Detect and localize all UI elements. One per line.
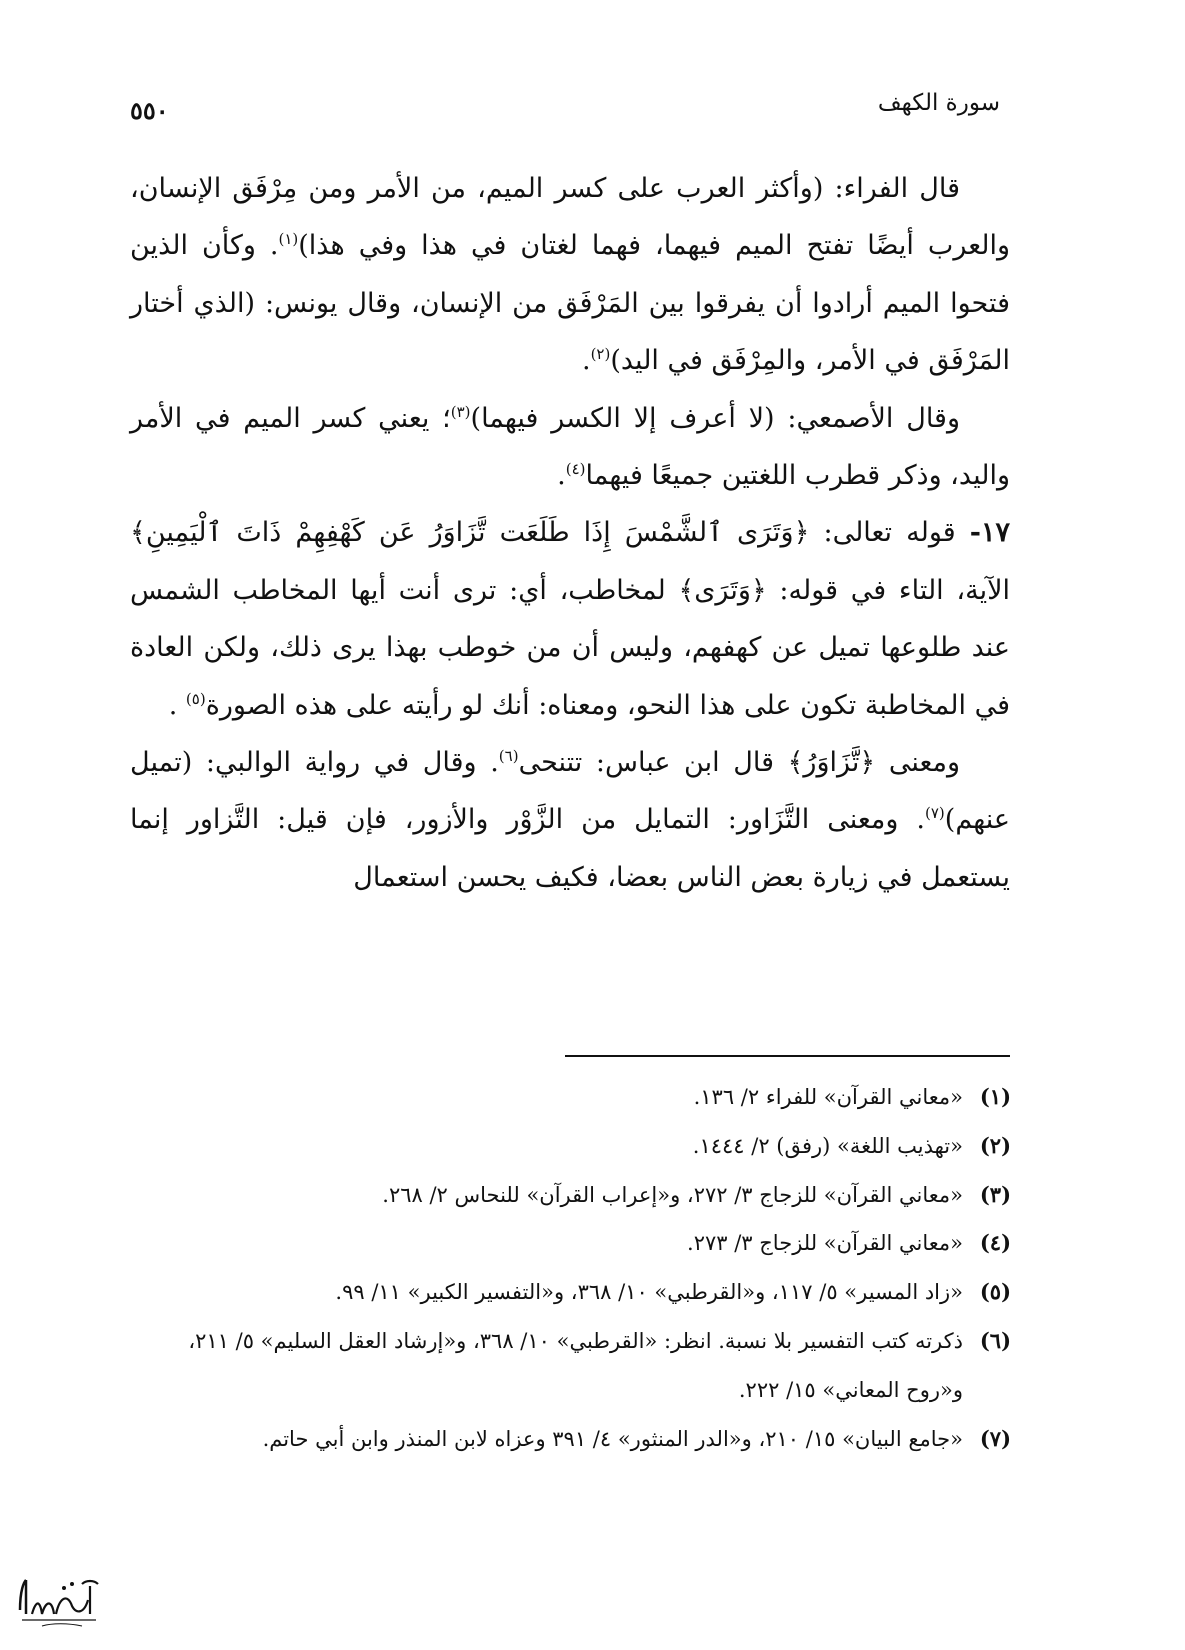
main-text <box>130 160 1010 906</box>
paragraph-2-part-3: . <box>557 460 566 492</box>
footnote-number: (٦) <box>979 1327 1011 1353</box>
footnote-ref-7: (٧) <box>925 804 945 823</box>
footnote-ref-2: (٢) <box>590 345 611 364</box>
footnote-ref-6: (٦) <box>498 747 519 766</box>
calligraphy-logo-icon <box>12 1570 104 1632</box>
footnote-6 <box>125 1317 1013 1415</box>
paragraph-1-part-3: . <box>581 345 591 377</box>
footnote-text: «معاني القرآن» للزجاج ٣/ ٢٧٣. <box>687 1231 963 1256</box>
paragraph-2-part-1: وقال الأصمعي: (لا أعرف إلا الكسر فيهما) <box>470 402 961 434</box>
footnote-ref-5: (٥) <box>185 689 206 708</box>
footnote-text: «معاني القرآن» للفراء ٢/ ١٣٦. <box>693 1085 963 1109</box>
footnotes <box>125 1073 1013 1463</box>
footnote-text: «زاد المسير» ٥/ ١١٧، و«القرطبي» ١٠/ ٣٦٨، و«التفسير الكبير» ١١/ ٩٩. <box>335 1280 963 1305</box>
footnote-3 <box>125 1171 1013 1220</box>
footnote-4 <box>125 1219 1013 1268</box>
footnote-number: (٥) <box>979 1279 1011 1305</box>
footnote-number: (١) <box>979 1084 1011 1109</box>
footnote-number: (٢) <box>979 1132 1011 1158</box>
paragraph-1-part-1: قال الفراء: (وأكثر العرب على كسر الميم، من الأمر ومن مِرْفَق الإنسان، والعرب أيضًا تفتح الميم فيهما، فهما لغتان في هذا وفي هذا) <box>130 173 1011 262</box>
footnote-text: «معاني القرآن» للزجاج ٣/ ٢٧٢، و«إعراب القرآن» للنحاس ٢/ ٢٦٨. <box>382 1182 963 1207</box>
verse-number: ١٧- <box>969 517 1010 549</box>
paragraph-4-part-2: . وقال في رواية الوالبي: (تميل عنهم) <box>130 747 1010 836</box>
paragraph-4-part-1: ومعنى ﴿تَّزَاوَرُ﴾ قال ابن عباس: تتنحى <box>518 747 960 779</box>
footnote-ref-1: (١) <box>278 230 299 249</box>
paragraph-3 <box>130 504 1010 734</box>
footnote-number: (٤) <box>979 1230 1011 1256</box>
paragraph-3-part-1: قوله تعالى: ﴿وَتَرَى ٱلشَّمْسَ إِذَا طَلَعَت تَّزَاوَرُ عَن كَهْفِهِمْ ذَاتَ ٱلْيَمِينِ﴾ الآية، التاء في قوله: ﴿وَتَرَى﴾ لمخاطب، أي: ترى أنت أيها المخاطب الشمس عند طلوعها تميل عن كهفهم، وليس أن من خوطب بهذا يرى ذلك، ولكن العادة في المخاطبة تكون على هذا النحو، ومعناه: أنك لو رأيته على هذه الصورة <box>130 517 1010 721</box>
footnote-text: «جامع البيان» ١٥/ ٢١٠، و«الدر المنثور» ٤/ ٣٩١ وعزاه لابن المنذر وابن أبي حاتم. <box>262 1426 963 1451</box>
paragraph-1 <box>130 160 1010 390</box>
footnote-text: ذكرته كتب التفسير بلا نسبة. انظر: «القرطبي» ١٠/ ٣٦٨، و«إرشاد العقل السليم» ٥/ ٢١١، و«روح المعاني» ١٥/ ٢٢٢. <box>188 1328 963 1402</box>
footnote-5 <box>125 1268 1013 1317</box>
footnote-ref-3: (٣) <box>450 402 471 421</box>
running-header <box>130 82 1010 132</box>
footnote-text: «تهذيب اللغة» (رفق) ٢/ ١٤٤٤. <box>692 1133 963 1158</box>
footnote-number: (٧) <box>979 1425 1011 1451</box>
footnote-separator <box>565 1055 1010 1057</box>
paragraph-2 <box>130 390 1010 505</box>
paragraph-4 <box>130 734 1010 906</box>
paragraph-1-part-2: . وكأن الذين فتحوا الميم أرادوا أن يفرقوا بين المَرْفَق من الإنسان، وقال يونس: (الذي أختار المَرْفَق في الأمر، والمِرْفَق في اليد) <box>130 230 1010 377</box>
page-number: ٥٥٠ <box>130 96 169 125</box>
footnote-7 <box>125 1415 1013 1464</box>
footnote-1 <box>125 1073 1013 1122</box>
paragraph-3-part-2: . <box>168 689 186 721</box>
paragraph-4-part-3: . ومعنى التَّزَاور: التمايل من الزَّوْر والأزور، فإن قيل: التَّزاور إنما يستعمل في زيارة بعض الناس بعضا، فكيف يحسن استعمال <box>130 804 1010 893</box>
footnote-ref-4: (٤) <box>565 460 586 479</box>
footnote-number: (٣) <box>979 1181 1011 1207</box>
paragraph-2-part-2: ؛ يعني كسر الميم في الأمر واليد، وذكر قطرب اللغتين جميعًا فيهما <box>130 402 1010 492</box>
footnote-2 <box>125 1122 1013 1171</box>
surah-title: سورة الكهف <box>877 90 1000 116</box>
